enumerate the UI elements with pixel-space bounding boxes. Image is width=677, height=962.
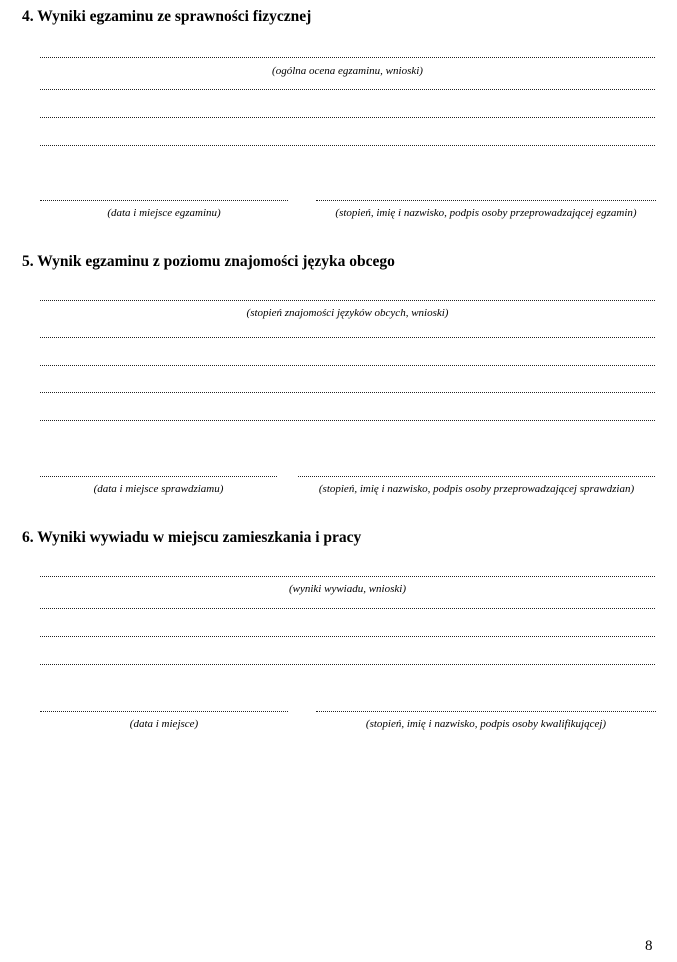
section-6-date-line — [40, 711, 288, 712]
section-4-main-line — [40, 57, 655, 58]
section-4-answer-line — [40, 117, 655, 118]
section-6-main-line — [40, 576, 655, 577]
section-6-main-caption: (wyniki wywiadu, wnioski) — [288, 583, 406, 595]
section-5-heading: 5. Wynik egzaminu z poziomu znajomości języka obcego — [22, 253, 395, 270]
section-5-date-line — [40, 476, 277, 477]
page-number: 8 — [645, 938, 653, 954]
section-6-answer-line — [40, 608, 655, 609]
section-5-answer-line — [40, 420, 655, 421]
section-5-signature-line — [298, 476, 655, 477]
section-4-main-caption: (ogólna ocena egzaminu, wnioski) — [272, 65, 423, 77]
section-4-heading: 4. Wyniki egzaminu ze sprawności fizycznej — [22, 8, 312, 25]
section-6-answer-line — [40, 664, 655, 665]
section-5-answer-line — [40, 337, 655, 338]
section-5-main-caption: (stopień znajomości języków obcych, wnioski) — [246, 307, 449, 319]
section-6-signature-caption: (stopień, imię i nazwisko, podpis osoby kwalifikującej) — [365, 718, 607, 730]
section-4-date-caption: (data i miejsce egzaminu) — [107, 207, 221, 219]
section-4-answer-line — [40, 145, 655, 146]
section-6-signature-line — [316, 711, 656, 712]
section-4-signature-line — [316, 200, 656, 201]
section-4-date-line — [40, 200, 288, 201]
section-5-main-line — [40, 300, 655, 301]
section-5-date-caption: (data i miejsce sprawdziamu) — [93, 483, 224, 495]
section-5-answer-line — [40, 392, 655, 393]
section-6-date-caption: (data i miejsce) — [129, 718, 199, 730]
section-6-answer-line — [40, 636, 655, 637]
section-5-signature-caption: (stopień, imię i nazwisko, podpis osoby przeprowadzającej sprawdzian) — [318, 483, 635, 495]
section-6-heading: 6. Wyniki wywiadu w miejscu zamieszkania i pracy — [22, 529, 362, 546]
section-4-answer-line — [40, 89, 655, 90]
section-4-signature-caption: (stopień, imię i nazwisko, podpis osoby przeprowadzającej egzamin) — [335, 207, 637, 219]
section-5-answer-line — [40, 365, 655, 366]
